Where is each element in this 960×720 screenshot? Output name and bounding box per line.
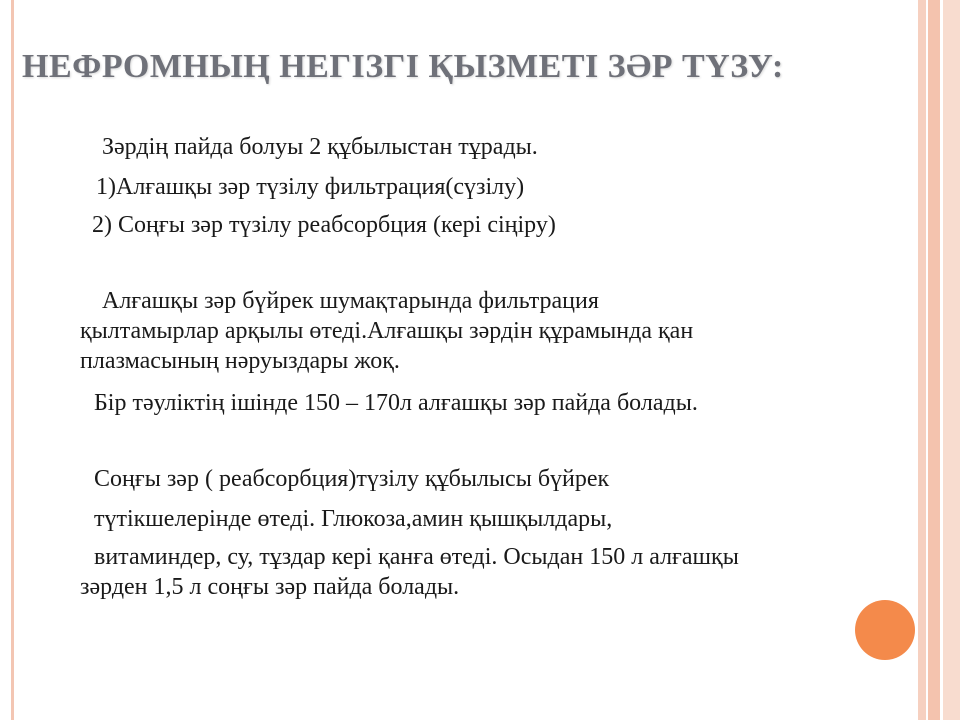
body-line: Алғашқы зәр бүйрек шумақтарында фильтрация xyxy=(102,288,599,314)
slide-title: НЕФРОМНЫҢ НЕГІЗГІ ҚЫЗМЕТІ ЗӘР ТҮЗУ: xyxy=(22,48,784,85)
body-line: зәрден 1,5 л соңғы зәр пайда болады. xyxy=(80,574,460,600)
body-line: қылтамырлар арқылы өтеді.Алғашқы зәрдін құрамында қан xyxy=(80,318,694,344)
decorative-circle xyxy=(855,600,915,660)
body-line: витаминдер, су, тұздар кері қанға өтеді. Осыдан 150 л алғашқы xyxy=(94,544,739,570)
left-border-line xyxy=(11,0,14,720)
body-line: 1)Алғашқы зәр түзілу фильтрация(сүзілу) xyxy=(96,174,525,200)
body-line: Бір тәуліктің ішінде 150 – 170л алғашқы зәр пайда болады. xyxy=(94,390,698,416)
right-stripe xyxy=(928,0,940,720)
right-stripe xyxy=(918,0,926,720)
body-line: плазмасының нәруыздары жоқ. xyxy=(80,348,400,374)
body-line: Соңғы зәр ( реабсорбция)түзілу құбылысы бүйрек xyxy=(94,466,610,492)
body-line: Зәрдің пайда болуы 2 құбылыстан тұрады. xyxy=(102,134,538,160)
body-line: 2) Соңғы зәр түзілу реабсорбция (кері сіңіру) xyxy=(92,212,556,238)
right-stripe xyxy=(943,0,960,720)
body-line: түтікшелерінде өтеді. Глюкоза,амин қышқылдары, xyxy=(94,506,613,532)
